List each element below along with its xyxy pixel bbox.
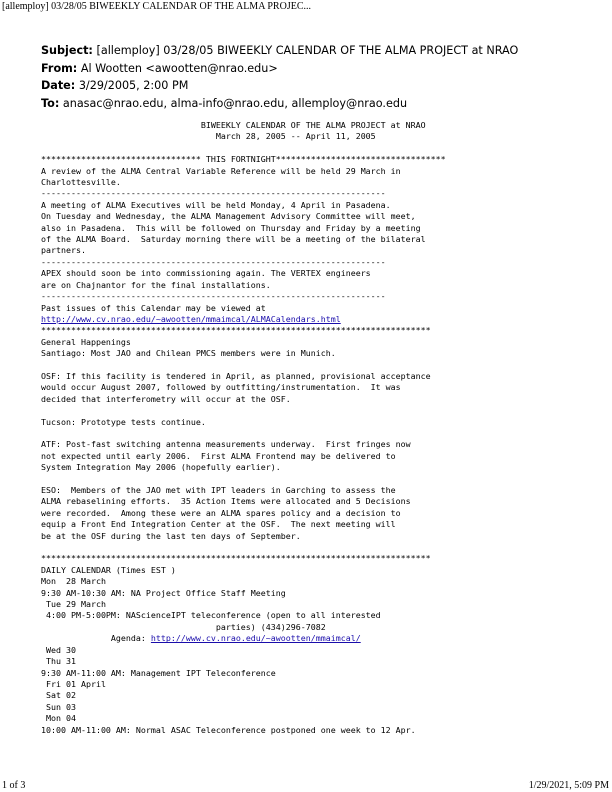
subject-label: Subject:	[41, 44, 93, 57]
print-header-title: [allemploy] 03/28/05 BIWEEKLY CALENDAR OF THE ALMA PROJEC...	[2, 1, 311, 12]
print-timestamp: 1/29/2021, 5:09 PM	[528, 780, 609, 791]
email-body	[41, 120, 446, 736]
from-label: From:	[41, 61, 78, 75]
calendar-title: BIWEEKLY CALENDAR OF THE ALMA PROJECT at NRAO	[41, 120, 426, 130]
date-row	[41, 77, 518, 95]
calendars-archive-link[interactable]: http://www.cv.nrao.edu/~awootten/mmaimcal/ALMACalendars.html	[41, 313, 341, 324]
email-headers	[41, 42, 518, 112]
from-value: Al Wootten <awootten@nrao.edu>	[80, 61, 278, 75]
date-label: Date:	[41, 79, 76, 93]
calendar-date-range: March 28, 2005 -- April 11, 2005	[41, 131, 376, 142]
from-row	[41, 60, 518, 78]
page-number: 1 of 3	[2, 780, 26, 791]
this-fortnight-section: ******************************** THIS FORTNIGHT********************************** A review of the ALMA Central Variable Reference will be held 29 March in Charlottesville. --------------------------------------------------------------------- A meeting of ALMA Executives will be held Monday, 4 April in Pasadena. On Tuesday and Wednesday, the ALMA Management Advisory Committee will meet, also in Pasadena. This will be followed on Thursday and Friday by a meeting of the ALMA Board. Saturday morning there will be a meeting of the bilateral partners. --------------------------------------------------------------------- APEX should soon be into commissioning again. The VERTEX engineers are on Chajnantor for the final installations. --------------------------------------------------------------------- Past issues of this Calendar may be viewed at	[41, 154, 446, 313]
to-label: To:	[41, 96, 60, 110]
agenda-link[interactable]: http://www.cv.nrao.edu/~awootten/mmaimcal/	[150, 633, 361, 644]
to-value: anasac@nrao.edu, alma-info@nrao.edu, allemploy@nrao.edu	[62, 96, 408, 110]
date-value: 3/29/2005, 2:00 PM	[78, 79, 189, 93]
to-row	[41, 95, 518, 113]
daily-calendar-section: Wed 30 Thu 31 9:30 AM-11:00 AM: Management IPT Teleconference Fri 01 April Sat 02 Sun 03 Mon 04 10:00 AM-11:00 AM: Normal ASAC Teleconference postponed one week to 12 Apr.	[41, 644, 416, 735]
subject-value: [allemploy] 03/28/05 BIWEEKLY CALENDAR OF THE ALMA PROJECT at NRAO	[96, 44, 519, 57]
general-happenings-section: ****************************************************************************** General Happenings Santiago: Most JAO and Chilean PMCS members were in Munich. OSF: If this facility is tendered in April, as planned, provisional acceptance would occur August 2007, followed by outfitting/instrumentation. It was decided that interferometry will occur at the OSF. Tucson: Prototype tests continue. ATF: Post-fast switching antenna measurements underway. First fringes now not expected until early 2006. First ALMA Frontend may be delivered to System Integration May 2006 (hopefully earlier). ESO: Members of the JAO met with IPT leaders in Garching to assess the ALMA rebaselining efforts. 35 Action Items were allocated and 5 Decisions were recorded. Among these were an ALMA spares policy and a decision to equip a Front End Integration Center at the OSF. The next meeting will be at the OSF during the last ten days of September. ****************************************************************************** DAILY CALENDAR (Times EST ) Mon 28 March 9:30 AM-10:30 AM: NA Project Office Staff Meeting Tue 29 March 4:00 PM-5:00PM: NAScienceIPT teleconference (open to all interested parties) (434)296-7082 Agenda:	[41, 325, 431, 644]
subject-row	[41, 42, 518, 60]
